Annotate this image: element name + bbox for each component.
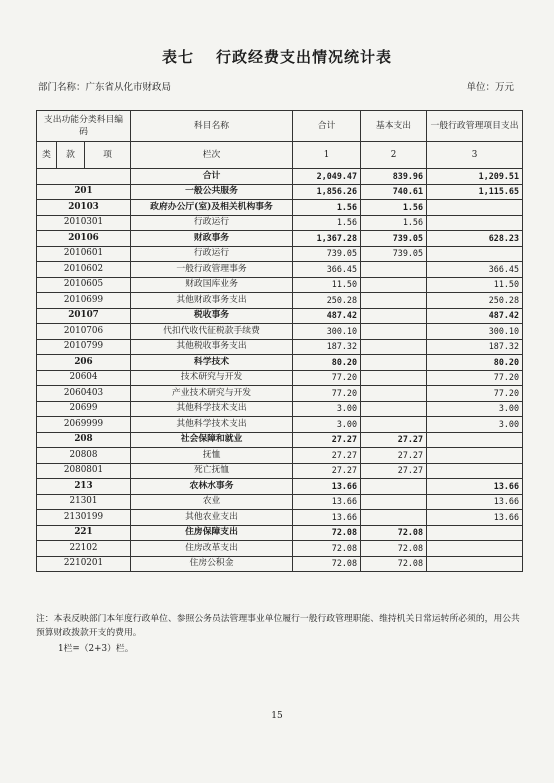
row-code: 20699 (37, 401, 131, 417)
row-general: 77.20 (427, 386, 523, 402)
row-total: 13.66 (293, 510, 361, 526)
row-total: 739.05 (293, 246, 361, 262)
row-code: 2069999 (37, 417, 131, 433)
col-index-2: 2 (361, 142, 427, 169)
table-row (37, 386, 523, 402)
row-general: 366.45 (427, 262, 523, 278)
header-subject: 科目名称 (131, 111, 293, 142)
row-basic (361, 386, 427, 402)
header-basic: 基本支出 (361, 111, 427, 142)
row-basic: 27.27 (361, 463, 427, 479)
row-basic (361, 293, 427, 309)
row-total: 80.20 (293, 355, 361, 371)
row-total: 27.27 (293, 463, 361, 479)
row-code: 20103 (37, 200, 131, 216)
row-total: 3.00 (293, 401, 361, 417)
row-name: 税收事务 (131, 308, 293, 324)
row-total: 187.32 (293, 339, 361, 355)
row-code: 2080801 (37, 463, 131, 479)
row-name: 其他税收事务支出 (131, 339, 293, 355)
row-basic: 27.27 (361, 448, 427, 464)
row-total: 3.00 (293, 417, 361, 433)
row-basic (361, 510, 427, 526)
row-total: 250.28 (293, 293, 361, 309)
footnote: 注：本表反映部门本年度行政单位、参照公务员法管理事业单位履行一般行政管理职能、维持机关日常运转所必须的，用公共预算财政拨款开支的费用。 (36, 614, 520, 638)
row-general: 13.66 (427, 494, 523, 510)
row-basic (361, 339, 427, 355)
row-name: 住房改革支出 (131, 541, 293, 557)
table-title: 行政经费支出情况统计表 (216, 48, 393, 66)
header-lanci: 栏次 (131, 142, 293, 169)
header-kuan: 款 (57, 142, 85, 169)
row-name: 产业技术研究与开发 (131, 386, 293, 402)
row-total: 77.20 (293, 386, 361, 402)
row-code: 2130199 (37, 510, 131, 526)
row-code: 206 (37, 355, 131, 371)
row-name: 一般公共服务 (131, 184, 293, 200)
department-label: 部门名称：广东省从化市财政局 (38, 82, 172, 93)
row-code: 21301 (37, 494, 131, 510)
row-code: 2010706 (37, 324, 131, 340)
row-name: 其他农业支出 (131, 510, 293, 526)
row-code: 2010699 (37, 293, 131, 309)
row-basic (361, 479, 427, 495)
row-total: 72.08 (293, 556, 361, 572)
row-total: 11.50 (293, 277, 361, 293)
row-code: 2010799 (37, 339, 131, 355)
row-name: 行政运行 (131, 215, 293, 231)
table-row (37, 370, 523, 386)
row-total: 72.08 (293, 541, 361, 557)
table-row (37, 479, 523, 495)
row-name: 代扣代收代征税款手续费 (131, 324, 293, 340)
row-basic (361, 262, 427, 278)
page-title (0, 46, 554, 67)
row-name: 一般行政管理事务 (131, 262, 293, 278)
row-code: 2010605 (37, 277, 131, 293)
row-code: 2210201 (37, 556, 131, 572)
table-row (37, 355, 523, 371)
row-basic: 1.56 (361, 215, 427, 231)
expenditure-table (36, 110, 523, 572)
row-general (427, 432, 523, 448)
table-row (37, 463, 523, 479)
row-basic (361, 401, 427, 417)
footnote-formula: 1栏=（2+3）栏。 (58, 644, 134, 654)
row-code: 2010602 (37, 262, 131, 278)
row-code: 2060403 (37, 386, 131, 402)
table-row (37, 215, 523, 231)
row-name: 抚恤 (131, 448, 293, 464)
row-name: 农林水事务 (131, 479, 293, 495)
row-total: 27.27 (293, 448, 361, 464)
table-row (37, 432, 523, 448)
row-general (427, 525, 523, 541)
row-general (427, 215, 523, 231)
row-name: 财政事务 (131, 231, 293, 247)
table-row (37, 184, 523, 200)
row-general: 13.66 (427, 510, 523, 526)
table-row (37, 541, 523, 557)
total-general: 1,209.51 (427, 169, 523, 185)
row-basic: 72.08 (361, 556, 427, 572)
row-general (427, 556, 523, 572)
row-name: 其他科学技术支出 (131, 401, 293, 417)
row-general: 80.20 (427, 355, 523, 371)
row-basic: 72.08 (361, 541, 427, 557)
row-total: 1,856.26 (293, 184, 361, 200)
row-name: 政府办公厅(室)及相关机构事务 (131, 200, 293, 216)
row-code: 20106 (37, 231, 131, 247)
row-basic (361, 308, 427, 324)
row-total: 13.66 (293, 494, 361, 510)
row-total: 487.42 (293, 308, 361, 324)
header-general: 一般行政管理项目支出 (427, 111, 523, 142)
row-total: 300.10 (293, 324, 361, 340)
row-code: 20604 (37, 370, 131, 386)
row-name: 社会保障和就业 (131, 432, 293, 448)
table-row (37, 417, 523, 433)
unit-label: 单位：万元 (466, 82, 514, 93)
header-xiang: 项 (85, 142, 131, 169)
total-row (37, 169, 523, 185)
row-name: 科学技术 (131, 355, 293, 371)
table-row (37, 308, 523, 324)
row-general (427, 541, 523, 557)
row-basic: 1.56 (361, 200, 427, 216)
table-row (37, 448, 523, 464)
row-general (427, 200, 523, 216)
header-total: 合计 (293, 111, 361, 142)
row-code: 201 (37, 184, 131, 200)
row-total: 72.08 (293, 525, 361, 541)
row-basic: 739.05 (361, 231, 427, 247)
row-general: 3.00 (427, 417, 523, 433)
row-general (427, 463, 523, 479)
row-basic: 27.27 (361, 432, 427, 448)
row-basic (361, 370, 427, 386)
row-total: 1,367.28 (293, 231, 361, 247)
row-basic (361, 417, 427, 433)
row-general: 1,115.65 (427, 184, 523, 200)
table-row (37, 200, 523, 216)
row-general: 187.32 (427, 339, 523, 355)
table-row (37, 556, 523, 572)
row-total: 1.56 (293, 200, 361, 216)
row-basic: 739.05 (361, 246, 427, 262)
row-general: 487.42 (427, 308, 523, 324)
row-general (427, 448, 523, 464)
table-row (37, 231, 523, 247)
row-name: 财政国库业务 (131, 277, 293, 293)
row-name: 行政运行 (131, 246, 293, 262)
row-code: 208 (37, 432, 131, 448)
total-basic: 839.96 (361, 169, 427, 185)
total-total: 2,049.47 (293, 169, 361, 185)
row-total: 366.45 (293, 262, 361, 278)
table-row (37, 339, 523, 355)
row-code: 213 (37, 479, 131, 495)
row-general: 250.28 (427, 293, 523, 309)
row-total: 13.66 (293, 479, 361, 495)
table-row (37, 510, 523, 526)
table-number: 表七 (161, 48, 194, 66)
header-func-class: 支出功能分类科目编码 (37, 111, 131, 142)
table-row (37, 525, 523, 541)
row-code: 22102 (37, 541, 131, 557)
table-row (37, 277, 523, 293)
row-code: 20107 (37, 308, 131, 324)
row-name: 其他科学技术支出 (131, 417, 293, 433)
page-number: 15 (271, 711, 283, 721)
row-general: 300.10 (427, 324, 523, 340)
table-row (37, 262, 523, 278)
row-name: 农业 (131, 494, 293, 510)
row-general: 77.20 (427, 370, 523, 386)
row-general: 628.23 (427, 231, 523, 247)
col-index-3: 3 (427, 142, 523, 169)
header-lei: 类 (37, 142, 57, 169)
row-basic (361, 277, 427, 293)
row-general (427, 246, 523, 262)
table-row (37, 494, 523, 510)
col-index-1: 1 (293, 142, 361, 169)
row-basic (361, 355, 427, 371)
row-general: 11.50 (427, 277, 523, 293)
row-general: 13.66 (427, 479, 523, 495)
row-basic (361, 494, 427, 510)
row-general: 3.00 (427, 401, 523, 417)
row-code: 2010601 (37, 246, 131, 262)
row-total: 1.56 (293, 215, 361, 231)
table-row (37, 246, 523, 262)
row-total: 27.27 (293, 432, 361, 448)
row-name: 死亡抚恤 (131, 463, 293, 479)
table-row (37, 401, 523, 417)
row-code: 221 (37, 525, 131, 541)
row-basic: 72.08 (361, 525, 427, 541)
row-total: 77.20 (293, 370, 361, 386)
row-name: 技术研究与开发 (131, 370, 293, 386)
total-label: 合计 (131, 169, 293, 185)
table-row (37, 324, 523, 340)
row-basic (361, 324, 427, 340)
table-row (37, 293, 523, 309)
row-basic: 740.61 (361, 184, 427, 200)
row-name: 其他财政事务支出 (131, 293, 293, 309)
row-name: 住房保障支出 (131, 525, 293, 541)
row-code: 20808 (37, 448, 131, 464)
row-name: 住房公积金 (131, 556, 293, 572)
row-code: 2010301 (37, 215, 131, 231)
